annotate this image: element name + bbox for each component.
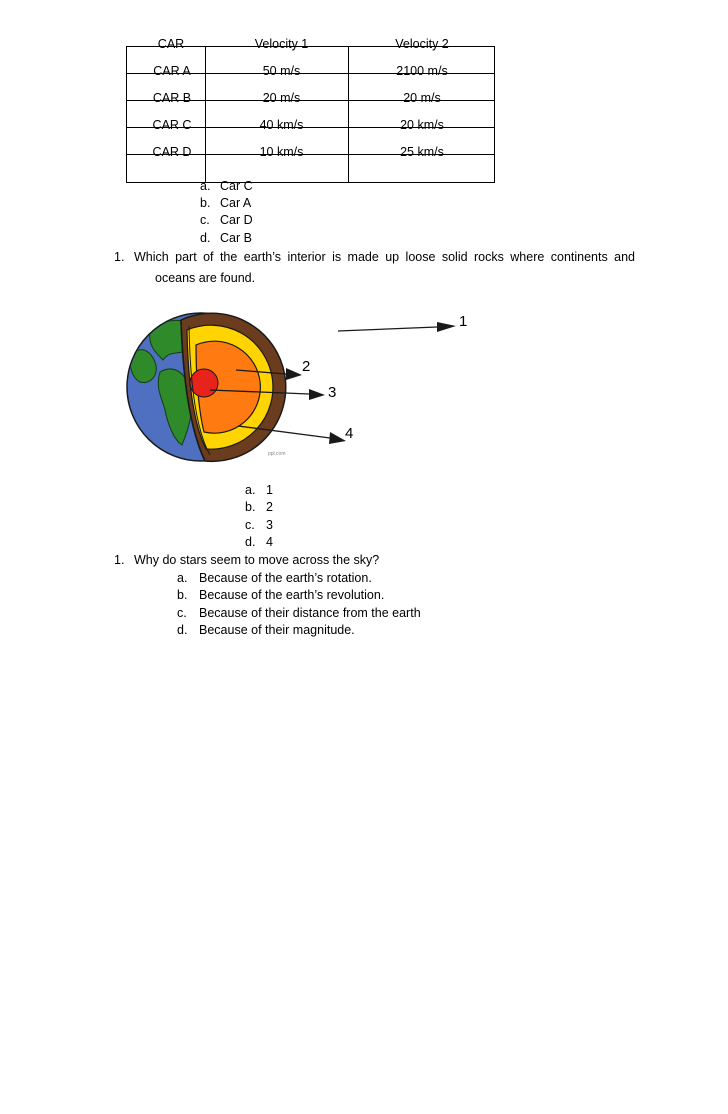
choice-text: 3 <box>266 518 273 532</box>
table-cell-car: CAR C <box>152 118 192 132</box>
choice-text: Car A <box>220 196 252 210</box>
layer-label-4: 4 <box>345 425 354 442</box>
image-watermark: ppl.com <box>268 451 286 457</box>
table-cell-velocity-2: 25 km/s <box>400 145 444 159</box>
choice-text: Because of their magnitude. <box>199 623 355 637</box>
table-header-velocity-2: Velocity 2 <box>395 37 449 51</box>
arrow-2-head <box>286 368 302 380</box>
table-cell-velocity-1: 10 km/s <box>259 145 304 159</box>
table-cell-car: CAR B <box>152 91 192 105</box>
table-cell-velocity-1: 40 km/s <box>259 118 304 132</box>
table-header-car: CAR <box>157 37 185 51</box>
inner-core <box>190 369 218 397</box>
earth-globe <box>127 313 286 461</box>
table-cell-velocity-2: 20 km/s <box>400 118 444 132</box>
choice-text: 1 <box>266 483 273 497</box>
table-cell-velocity-1: 50 m/s <box>262 64 301 78</box>
choice-letter: d. <box>245 535 256 549</box>
choice-letter: a. <box>177 571 188 585</box>
choice-letter: a. <box>200 179 211 193</box>
choice-letter: d. <box>177 623 188 637</box>
choice-letter: b. <box>200 196 211 210</box>
choice-letter: a. <box>245 483 256 497</box>
choice-text: Because of the earth’s rotation. <box>199 571 372 585</box>
table-cell-car: CAR A <box>153 64 191 78</box>
layer-numbers <box>302 313 467 442</box>
choice-text: 2 <box>266 500 273 514</box>
question-text: Why do stars seem to move across the sky? <box>134 553 380 567</box>
table-cell-velocity-1: 20 m/s <box>262 91 301 105</box>
table-cell-velocity-2: 20 m/s <box>403 91 441 105</box>
choice-letter: c. <box>177 606 187 620</box>
table-cell-car: CAR D <box>152 145 192 159</box>
arrow-1-head <box>437 322 456 332</box>
arrow-3-head <box>309 389 325 400</box>
arrow-1 <box>338 327 437 331</box>
choice-text: Because of the earth’s revolution. <box>199 588 385 602</box>
choice-letter: c. <box>245 518 255 532</box>
choice-letter: c. <box>200 213 210 227</box>
layer-label-2: 2 <box>302 358 311 375</box>
earth-interior-diagram <box>0 0 728 480</box>
choice-text: Car C <box>220 179 253 193</box>
choice-text: 4 <box>266 535 273 549</box>
layer-label-3: 3 <box>328 384 337 401</box>
choice-letter: b. <box>245 500 256 514</box>
layer-label-1: 1 <box>459 313 468 330</box>
question-number: 1. <box>114 553 125 567</box>
question-text: Which part of the earth’s interior is made up loose solid rocks where continents and <box>134 250 635 264</box>
arrow-4-head <box>329 432 346 444</box>
choice-letter: b. <box>177 588 188 602</box>
choice-letter: d. <box>200 231 211 245</box>
question-text-continued: oceans are found. <box>155 271 256 285</box>
table-header-velocity-1: Velocity 1 <box>254 37 309 51</box>
question-number: 1. <box>114 250 125 264</box>
table-cell-velocity-2: 2100 m/s <box>396 64 448 78</box>
choice-text: Car B <box>220 231 252 245</box>
choice-text: Because of their distance from the earth <box>199 606 421 620</box>
choice-text: Car D <box>220 213 253 227</box>
